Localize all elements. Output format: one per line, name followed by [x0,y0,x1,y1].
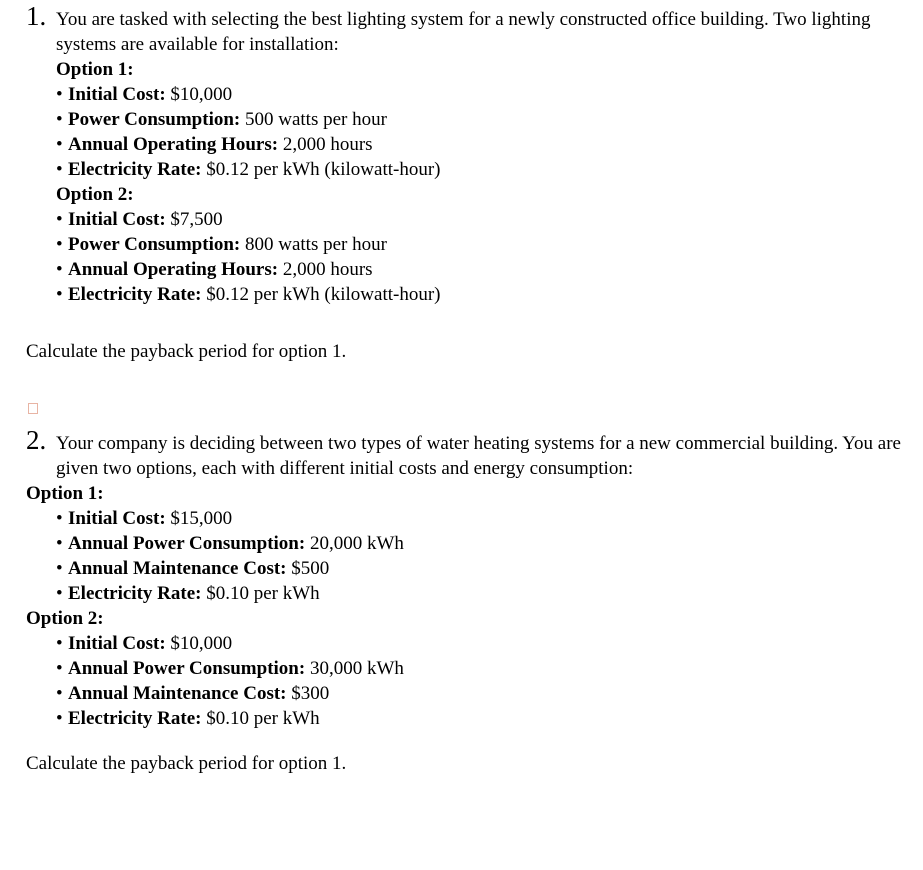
item-value: $500 [291,558,330,579]
item-value: $0.10 per kWh [206,583,320,604]
item-label: Annual Power Consumption: [68,533,306,554]
list-item [56,706,906,731]
question-number: 1. [26,1,47,31]
list-item [56,107,906,132]
bullet-icon: • [56,259,63,280]
item-value: $15,000 [170,508,233,529]
checkbox[interactable] [28,403,38,414]
item-label: Power Consumption: [68,109,241,130]
item-label: Electricity Rate: [68,708,202,729]
item-value: 2,000 hours [282,259,373,280]
item-label: Annual Operating Hours: [68,134,279,155]
bullet-icon: • [56,683,63,704]
list-item [56,157,906,182]
question-text: Your company is deciding between two types of water heating systems for a new commercial building. You are given two options, each with different initial costs and energy consumption: [56,433,901,479]
item-label: Initial Cost: [68,84,166,105]
list-item [56,631,906,656]
item-value: 20,000 kWh [309,533,404,554]
bullet-icon: • [56,159,63,180]
item-label: Annual Power Consumption: [68,658,306,679]
calculate-prompt-1: Calculate the payback period for option 1. [26,341,347,362]
bullet-icon: • [56,84,63,105]
bullet-icon: • [56,209,63,230]
bullet-icon: • [56,533,63,554]
item-label: Electricity Rate: [68,583,202,604]
item-value: $0.12 per kWh (kilowatt-hour) [206,159,441,180]
option-title: Option 2: [26,608,104,629]
bullet-icon: • [56,508,63,529]
question-number: 2. [26,425,47,455]
item-label: Electricity Rate: [68,159,202,180]
item-value: $10,000 [170,84,233,105]
option-1-list [26,506,906,606]
list-item [56,207,906,232]
bullet-icon: • [56,583,63,604]
bullet-icon: • [56,633,63,654]
question-text: You are tasked with selecting the best lighting system for a newly constructed office building. Two lighting systems are available for installation: [56,9,871,55]
item-label: Annual Maintenance Cost: [68,558,287,579]
list-item [56,531,906,556]
option-1-group [26,57,906,182]
item-label: Initial Cost: [68,508,166,529]
option-title: Option 1: [56,59,134,80]
bullet-icon: • [56,558,63,579]
item-value: $300 [291,683,330,704]
list-item [56,681,906,706]
option-2-list [56,207,906,307]
question-2-header [26,425,906,481]
option-1-group [26,481,906,606]
bullet-icon: • [56,234,63,255]
bullet-icon: • [56,134,63,155]
option-title: Option 2: [56,184,134,205]
item-label: Annual Operating Hours: [68,259,279,280]
list-item [56,656,906,681]
option-2-group [26,606,906,731]
item-value: 2,000 hours [282,134,373,155]
item-value: $0.10 per kWh [206,708,320,729]
list-item [56,82,906,107]
item-label: Power Consumption: [68,234,241,255]
question-1 [26,1,906,307]
item-label: Initial Cost: [68,633,166,654]
bullet-icon: • [56,284,63,305]
item-value: $0.12 per kWh (kilowatt-hour) [206,284,441,305]
list-item [56,257,906,282]
option-1-list [56,82,906,182]
question-1-header [26,1,906,57]
list-item [56,232,906,257]
list-item [56,282,906,307]
option-2-list [26,631,906,731]
item-value: 500 watts per hour [245,109,387,130]
bullet-icon: • [56,708,63,729]
item-value: $10,000 [170,633,233,654]
list-item [56,556,906,581]
option-title: Option 1: [26,483,104,504]
bullet-icon: • [56,658,63,679]
list-item [56,132,906,157]
item-label: Annual Maintenance Cost: [68,683,287,704]
item-label: Electricity Rate: [68,284,202,305]
list-item [56,506,906,531]
question-2 [26,425,906,731]
bullet-icon: • [56,109,63,130]
item-value: 30,000 kWh [309,658,404,679]
item-label: Initial Cost: [68,209,166,230]
list-item [56,581,906,606]
item-value: $7,500 [170,209,223,230]
option-2-group [26,182,906,307]
calculate-prompt-2: Calculate the payback period for option 1. [26,753,347,774]
item-value: 800 watts per hour [245,234,387,255]
